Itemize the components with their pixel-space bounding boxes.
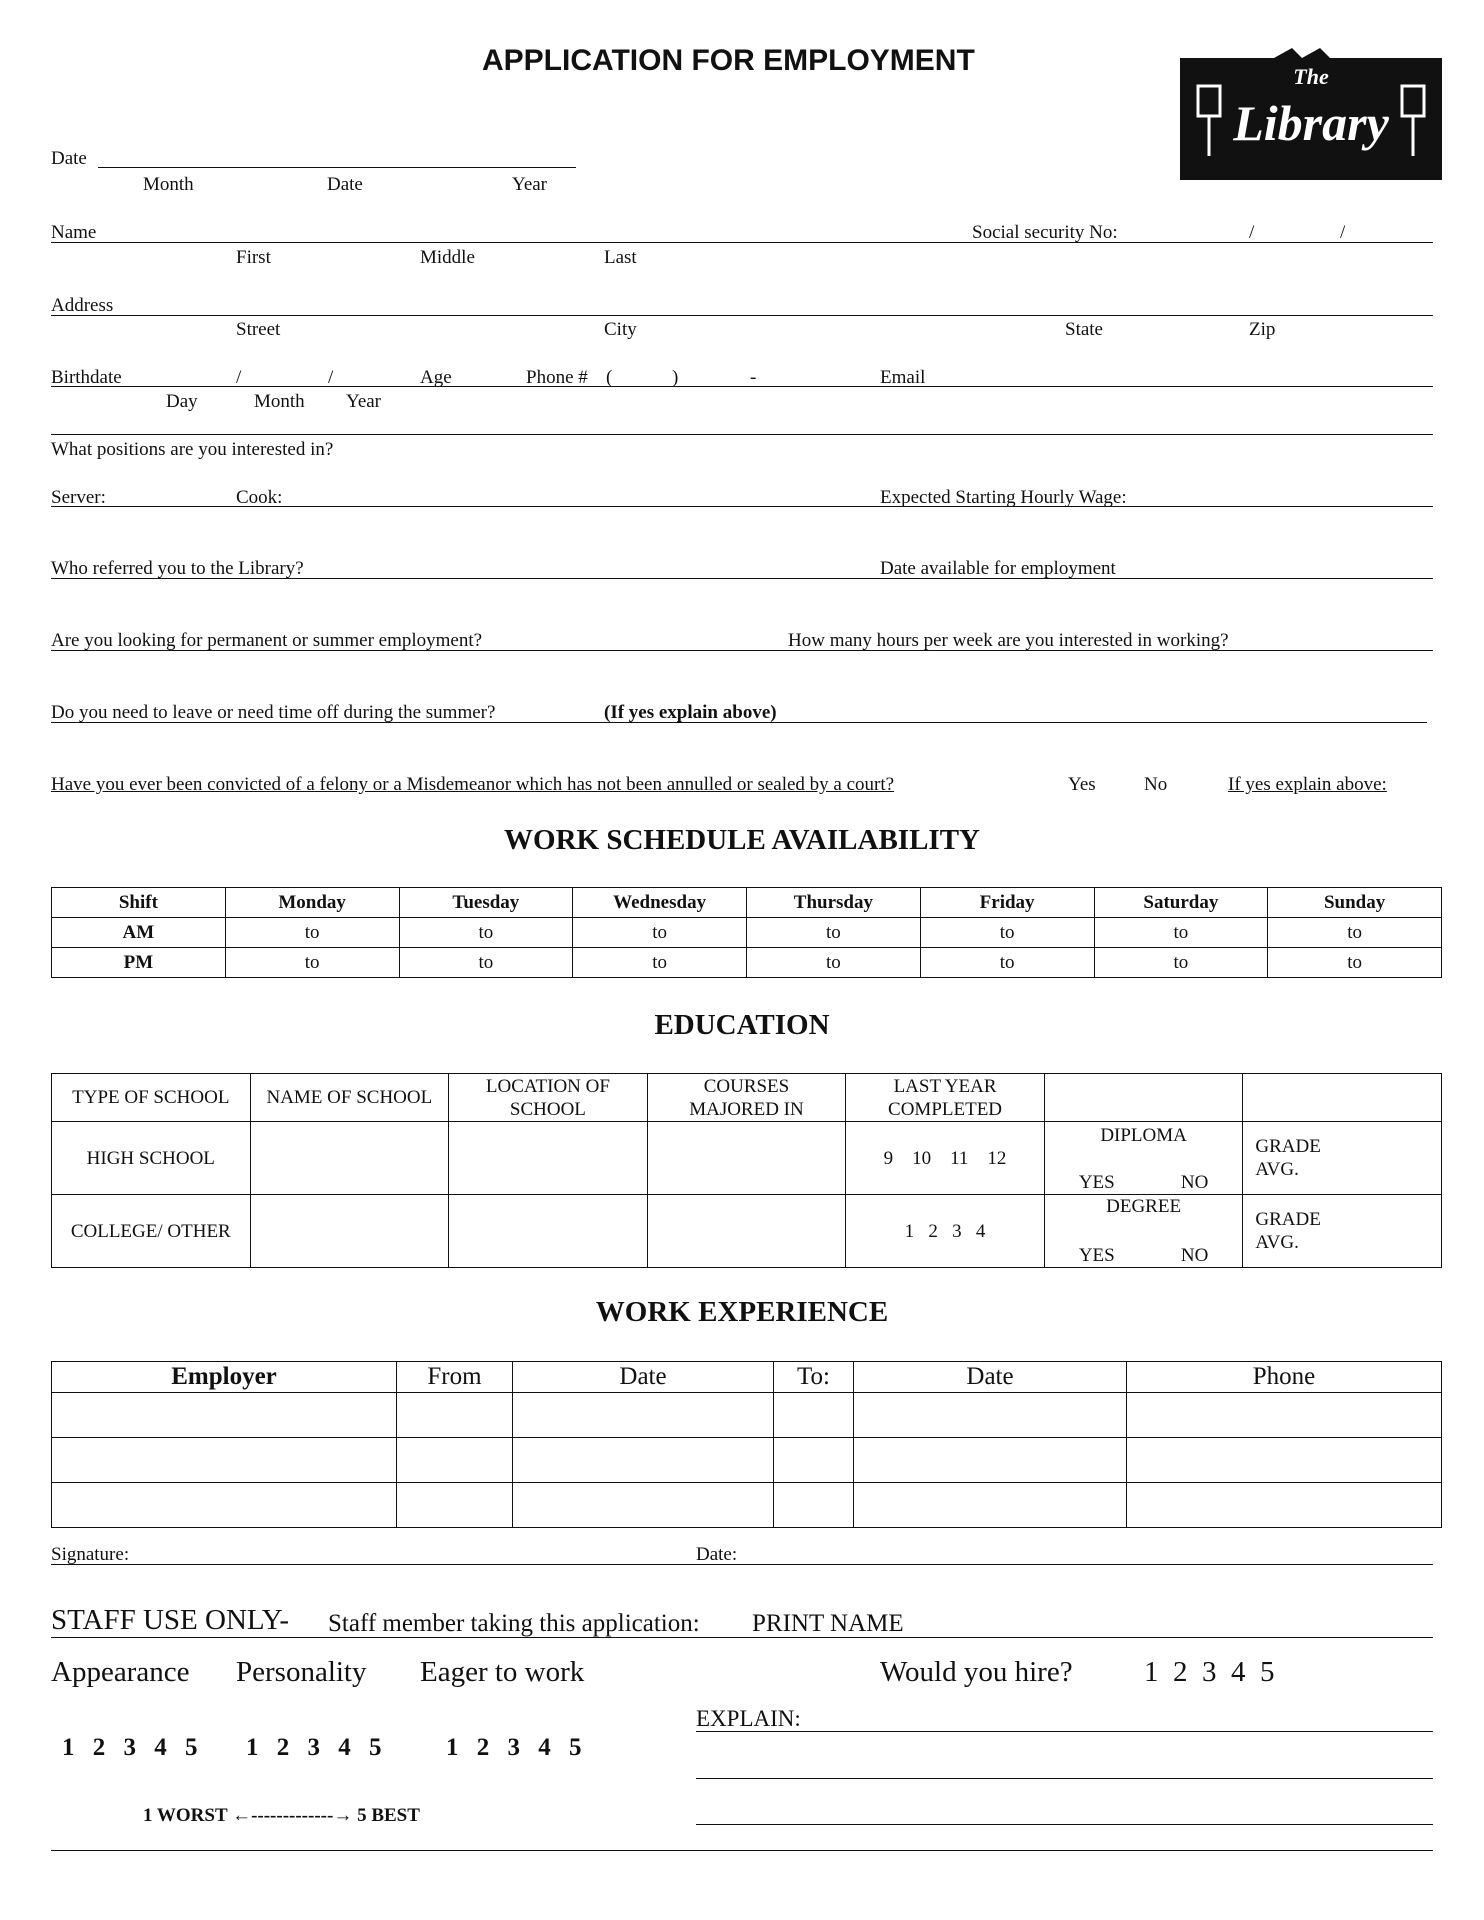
explain-field[interactable] [696,1778,1433,1779]
education-row-college [52,1195,1442,1268]
address-label: Address [51,295,114,316]
work-row [52,1393,1442,1438]
birthdate-phone-email-field[interactable] [51,386,1433,387]
signature-label: Signature: [51,1544,130,1565]
schedule-col-tuesday: Tuesday [399,888,573,918]
birthdate-sub-day: Day [166,391,198,412]
degree-yes[interactable]: YES [1078,1245,1115,1266]
work-cell[interactable] [774,1393,854,1438]
schedule-col-shift: Shift [52,888,226,918]
edu-courses-cell[interactable] [647,1122,846,1195]
work-cell[interactable] [854,1438,1127,1483]
bottom-divider [51,1850,1433,1851]
schedule-cell[interactable]: to [399,918,573,948]
name-field[interactable] [51,242,1433,243]
work-col-from-date: Date [513,1362,774,1393]
edu-name-cell[interactable] [250,1122,449,1195]
eager-label: Eager to work [420,1656,585,1688]
library-logo [1176,44,1446,184]
explain-field[interactable] [696,1731,1433,1732]
work-cell[interactable] [854,1483,1127,1528]
work-col-to-date: Date [854,1362,1127,1393]
edu-col-location: LOCATION OF SCHOOL [449,1074,648,1122]
date-field[interactable] [98,167,576,168]
shift-label: PM [52,948,226,978]
hours-question: How many hours per week are you interested in working? [788,630,1229,651]
degree-no[interactable]: NO [1180,1245,1209,1266]
name-label: Name [51,222,97,243]
edu-years-options[interactable]: 1 2 3 4 [846,1195,1045,1268]
explain-label: EXPLAIN: [696,1706,801,1731]
felony-explain: If yes explain above: [1228,774,1387,795]
date-label: Date [51,148,87,169]
time-off-question: Do you need to leave or need time off during the summer? [51,702,496,723]
edu-col-type: TYPE OF SCHOOL [52,1074,251,1122]
employment-type-field[interactable] [51,650,1433,651]
time-off-note: (If yes explain above) [604,702,777,723]
time-off-field[interactable] [51,722,1427,723]
schedule-heading: WORK SCHEDULE AVAILABILITY [504,824,980,856]
date-sub-year: Year [512,174,548,195]
schedule-col-thursday: Thursday [747,888,921,918]
signature-field[interactable] [51,1564,1433,1565]
divider [51,434,1433,435]
server-label: Server: [51,487,106,508]
work-cell[interactable] [1127,1393,1442,1438]
edu-degree-cell [1044,1195,1243,1268]
schedule-cell[interactable]: to [573,918,747,948]
birthdate-label: Birthdate [51,367,122,388]
age-label: Age [420,367,452,388]
diploma-label: DIPLOMA [1100,1125,1187,1146]
work-cell[interactable] [397,1438,513,1483]
edu-courses-cell[interactable] [647,1195,846,1268]
svg-text:Library: Library [1233,95,1389,151]
print-name-label: PRINT NAME [752,1610,904,1637]
schedule-cell[interactable]: to [1094,918,1268,948]
appearance-label: Appearance [51,1656,190,1688]
address-sub-zip: Zip [1249,319,1276,340]
edu-col-name: NAME OF SCHOOL [250,1074,449,1122]
felony-no[interactable]: No [1144,774,1168,795]
schedule-cell[interactable]: to [573,948,747,978]
date-sub-date: Date [327,174,363,195]
work-row [52,1483,1442,1528]
staff-taker-label: Staff member taking this application: [328,1610,700,1637]
work-cell[interactable] [1127,1438,1442,1483]
work-cell[interactable] [513,1438,774,1483]
eager-scale[interactable]: 1 2 3 4 5 [446,1734,588,1761]
edu-col-diploma [1044,1074,1243,1122]
edu-location-cell[interactable] [449,1195,648,1268]
arrow-right-icon: → [333,1805,353,1826]
available-date-label: Date available for employment [880,558,1116,579]
staff-name-field[interactable] [51,1637,1433,1638]
birthdate-separator: / [236,367,242,388]
work-cell[interactable] [513,1393,774,1438]
arrow-left-icon: ← [232,1805,252,1826]
edu-type-label: COLLEGE/ OTHER [52,1195,251,1268]
edu-col-last-year: LAST YEAR COMPLETED [846,1074,1045,1122]
email-label: Email [880,367,926,388]
edu-diploma-cell [1044,1122,1243,1195]
schedule-cell[interactable]: to [747,918,921,948]
schedule-cell[interactable]: to [225,948,399,978]
employment-type-question: Are you looking for permanent or summer employment? [51,630,483,651]
positions-question: What positions are you interested in? [51,439,334,460]
wage-label: Expected Starting Hourly Wage: [880,487,1127,508]
work-col-to: To: [774,1362,854,1393]
address-sub-state: State [1065,319,1103,340]
work-header-row [52,1362,1442,1393]
education-heading: EDUCATION [654,1009,830,1041]
signature-date-label: Date: [696,1544,738,1565]
explain-field[interactable] [696,1824,1433,1825]
ssn-separator: / [1340,222,1346,243]
birthdate-separator: / [328,367,334,388]
date-sub-month: Month [143,174,194,195]
schedule-table [51,887,1442,978]
shift-label: AM [52,918,226,948]
education-row-high-school [52,1122,1442,1195]
education-header-row [52,1074,1442,1122]
legend-best: 5 BEST [357,1805,420,1826]
schedule-cell[interactable]: to [1094,948,1268,978]
phone-dash: - [750,367,757,388]
felony-question: Have you ever been convicted of a felony or a Misdemeanor which has not been annulled or sealed by a court? [51,774,895,795]
phone-paren-close: ) [672,367,679,388]
schedule-col-monday: Monday [225,888,399,918]
work-col-phone: Phone [1127,1362,1442,1393]
edu-years-options[interactable]: 9 10 11 12 [846,1122,1045,1195]
work-cell[interactable] [774,1483,854,1528]
work-cell[interactable] [52,1438,397,1483]
schedule-col-saturday: Saturday [1094,888,1268,918]
svg-text:The: The [1293,64,1329,89]
schedule-cell[interactable]: to [920,948,1094,978]
edu-col-courses: COURSES MAJORED IN [647,1074,846,1122]
work-cell[interactable] [52,1393,397,1438]
edu-col-grade [1243,1074,1442,1122]
degree-label: DEGREE [1106,1196,1182,1217]
name-sub-middle: Middle [420,247,475,268]
work-col-employer: Employer [52,1362,397,1393]
legend-dashes: ------------- [251,1805,334,1826]
birthdate-sub-month: Month [254,391,305,412]
positions-field[interactable] [51,506,1433,507]
education-table [51,1073,1442,1268]
schedule-row-pm [52,948,1442,978]
work-cell[interactable] [1127,1483,1442,1528]
hire-scale[interactable]: 1 2 3 4 5 [1144,1656,1275,1688]
schedule-cell[interactable]: to [399,948,573,978]
schedule-col-wednesday: Wednesday [573,888,747,918]
ssn-separator: / [1249,222,1255,243]
schedule-col-friday: Friday [920,888,1094,918]
grade-avg-label[interactable]: GRADE AVG. [1243,1195,1442,1268]
work-cell[interactable] [397,1393,513,1438]
page-title: APPLICATION FOR EMPLOYMENT [482,44,975,77]
felony-yes[interactable]: Yes [1068,774,1096,795]
staff-use-label: STAFF USE ONLY- [51,1604,290,1636]
personality-label: Personality [236,1656,367,1688]
work-row [52,1438,1442,1483]
diploma-no[interactable]: NO [1180,1172,1209,1193]
referral-question: Who referred you to the Library? [51,558,304,579]
schedule-cell[interactable]: to [1268,948,1442,978]
hire-label: Would you hire? [880,1656,1073,1688]
work-heading: WORK EXPERIENCE [595,1296,889,1328]
work-cell[interactable] [854,1393,1127,1438]
grade-avg-label[interactable]: GRADE AVG. [1243,1122,1442,1195]
schedule-cell[interactable]: to [747,948,921,978]
phone-label: Phone # [526,367,588,388]
schedule-col-sunday: Sunday [1268,888,1442,918]
name-sub-last: Last [604,247,637,268]
cook-label: Cook: [236,487,283,508]
birthdate-sub-year: Year [346,391,382,412]
personality-scale[interactable]: 1 2 3 4 5 [246,1734,388,1761]
work-table [51,1361,1442,1528]
work-cell[interactable] [52,1483,397,1528]
schedule-cell[interactable]: to [920,918,1094,948]
work-col-from: From [397,1362,513,1393]
referral-field[interactable] [51,578,1433,579]
address-field[interactable] [51,315,1433,316]
schedule-cell[interactable]: to [225,918,399,948]
address-sub-city: City [604,319,637,340]
schedule-cell[interactable]: to [1268,918,1442,948]
schedule-row-am [52,918,1442,948]
edu-type-label: HIGH SCHOOL [52,1122,251,1195]
address-sub-street: Street [236,319,281,340]
legend-worst: 1 WORST [143,1805,228,1826]
edu-location-cell[interactable] [449,1122,648,1195]
edu-name-cell[interactable] [250,1195,449,1268]
name-sub-first: First [236,247,271,268]
schedule-header-row [52,888,1442,918]
work-cell[interactable] [774,1438,854,1483]
diploma-yes[interactable]: YES [1078,1172,1115,1193]
work-cell[interactable] [513,1483,774,1528]
phone-paren-open: ( [606,367,613,388]
ssn-label: Social security No: [972,222,1118,243]
appearance-scale[interactable]: 1 2 3 4 5 [62,1734,204,1761]
work-cell[interactable] [397,1483,513,1528]
rating-legend [143,1805,420,1827]
